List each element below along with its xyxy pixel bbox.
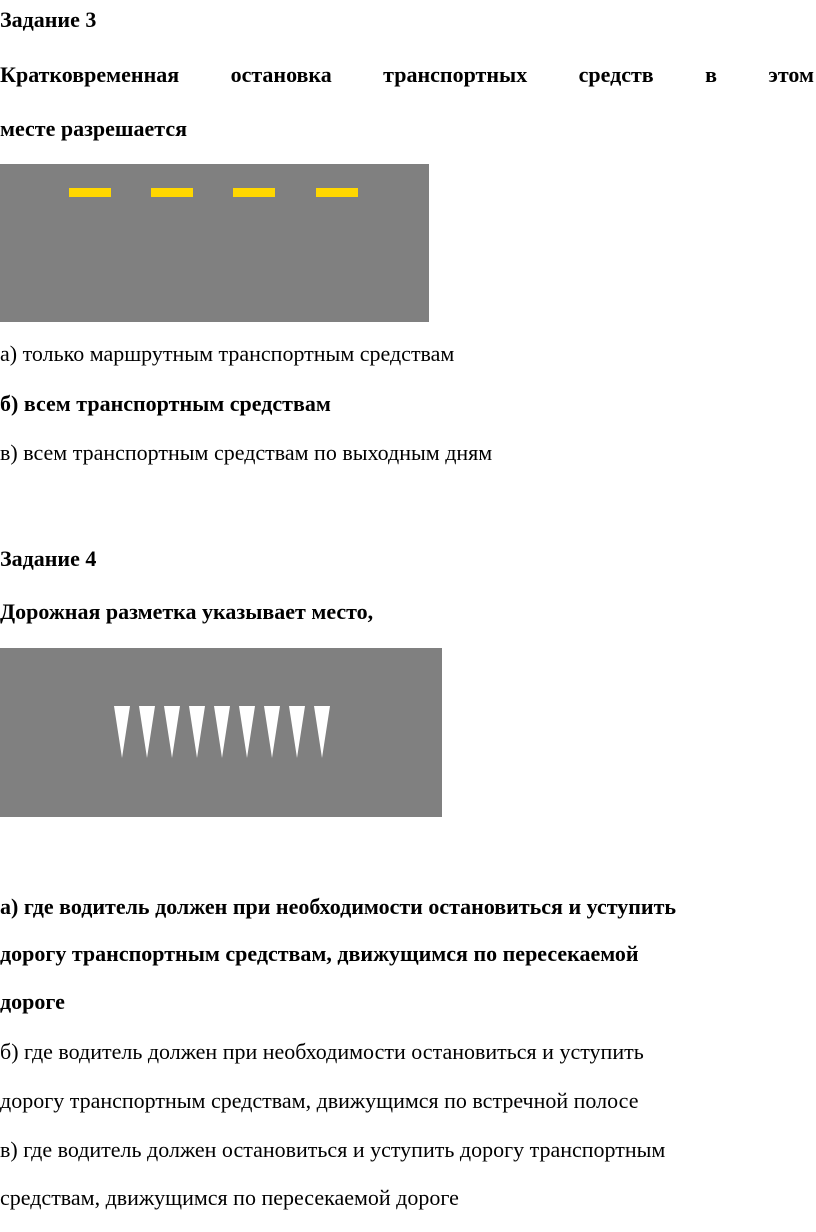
yellow-dash (151, 188, 193, 197)
task4-question: Дорожная разметка указывает место, (0, 599, 374, 624)
white-triangle (139, 706, 155, 758)
white-triangle (114, 706, 130, 758)
task3-question-word: остановка (230, 62, 332, 87)
white-triangle (239, 706, 255, 758)
yellow-dash (69, 188, 111, 197)
white-triangle (264, 706, 280, 758)
white-triangle (289, 706, 305, 758)
yellow-dash (233, 188, 275, 197)
task3-question-word: транспортных (383, 62, 528, 87)
task3-question-word: Кратковременная (0, 62, 180, 87)
task4-option-b-line1: б) где водитель должен при необходимости остановиться и уступить (0, 1039, 644, 1064)
task4-option-a-line1: а) где водитель должен при необходимости остановиться и уступить (0, 894, 677, 919)
task4-option-b-line2: дорогу транспортным средствам, движущимся по встречной полосе (0, 1088, 639, 1113)
task4-option-c-line1: в) где водитель должен остановиться и уступить дорогу транспортным (0, 1137, 666, 1162)
task3-question-line2: месте разрешается (0, 116, 188, 141)
task3-question-word: в (705, 62, 717, 87)
task3-heading: Задание 3 (0, 7, 97, 32)
white-triangle (189, 706, 205, 758)
task3-question-word: средств (578, 62, 654, 87)
yellow-dash (316, 188, 358, 197)
white-triangle (164, 706, 180, 758)
yield-line-triangles (114, 706, 330, 762)
task4-option-c-line2: средствам, движущимся по пересекаемой дороге (0, 1185, 459, 1210)
task3-option-b: б) всем транспортным средствам (0, 391, 331, 416)
task4-road-image (0, 648, 442, 817)
task4-option-a-line3: дороге (0, 989, 65, 1014)
task3-option-a: а) только маршрутным транспортным средствам (0, 341, 455, 366)
white-triangle (214, 706, 230, 758)
task3-road-image (0, 164, 429, 322)
task4-option-a-line2: дорогу транспортным средствам, движущимся по пересекаемой (0, 941, 639, 966)
white-triangle (314, 706, 330, 758)
task3-question-line1 (0, 61, 814, 89)
task4-heading: Задание 4 (0, 546, 97, 571)
task3-option-c: в) всем транспортным средствам по выходным дням (0, 440, 493, 465)
task3-question-word: этом (768, 62, 814, 87)
